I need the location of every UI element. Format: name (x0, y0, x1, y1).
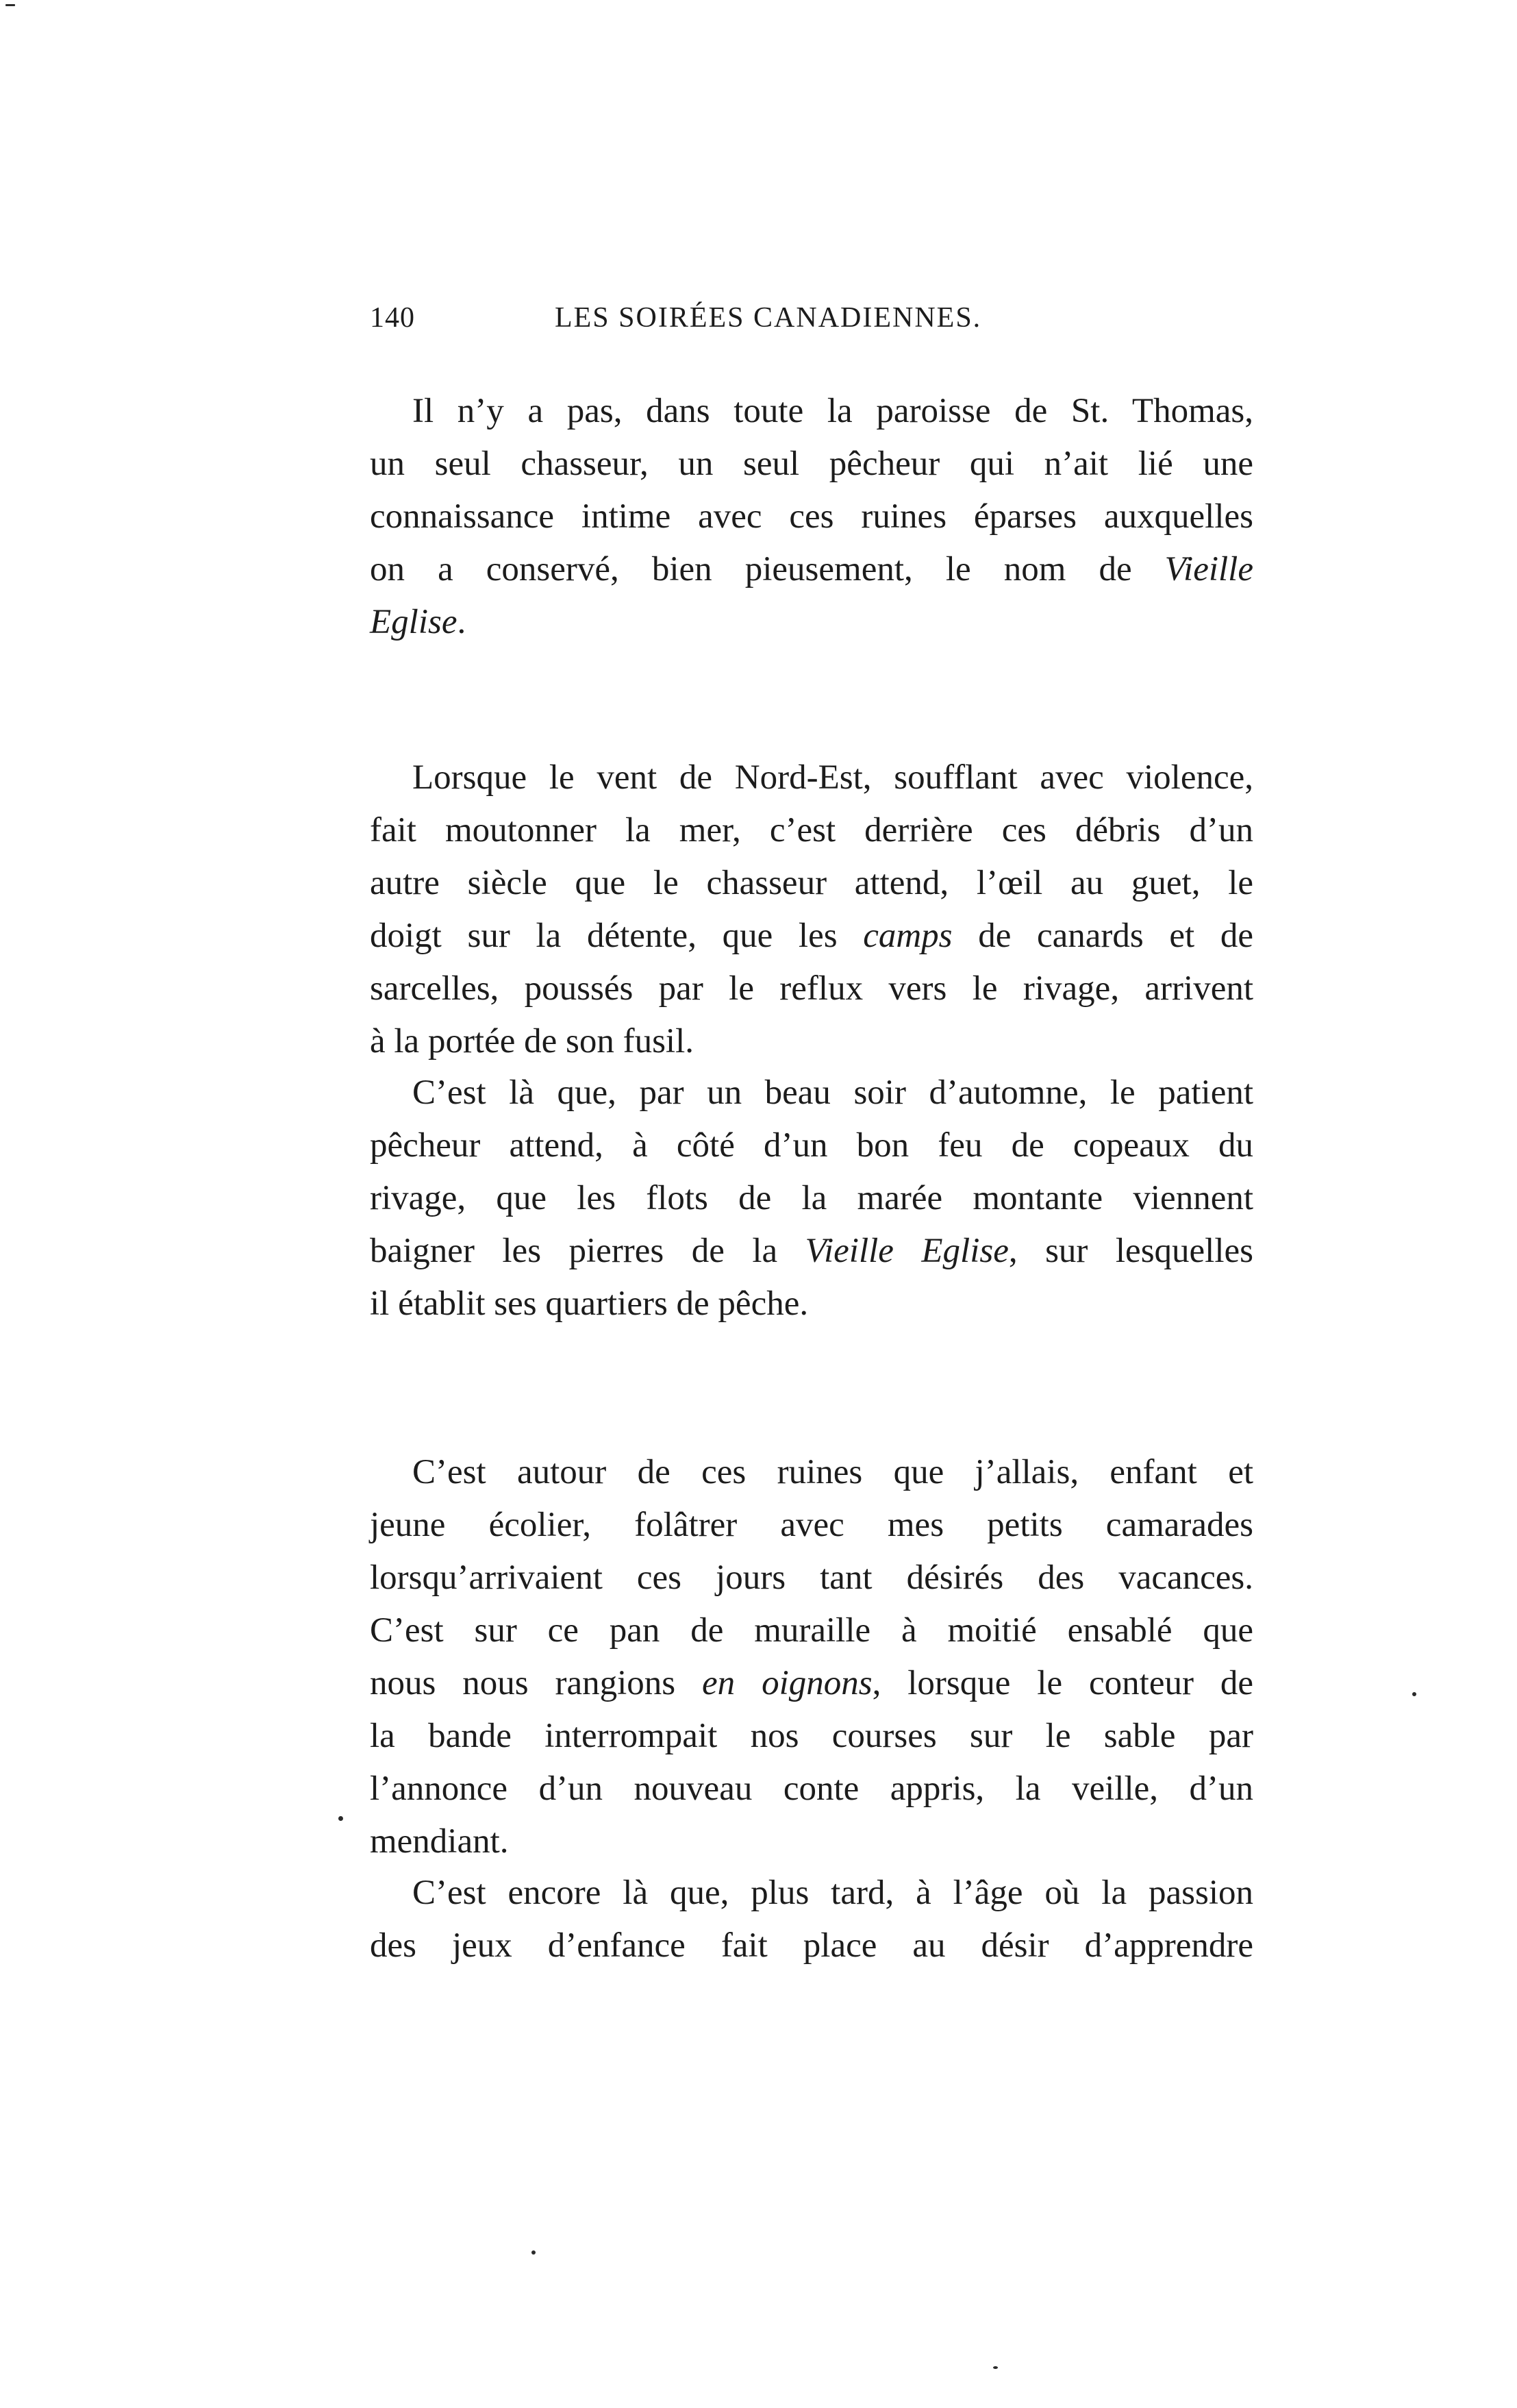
page-number: 140 (370, 302, 415, 334)
text-line: C’est là que, par un beau soir d’automne, le patient (412, 1073, 1253, 1112)
text-line: la bande interrompait nos courses sur le sable par (370, 1717, 1253, 1755)
text-line: Lorsque le vent de Nord-Est, soufflant avec violence, (412, 758, 1253, 797)
text-line: un seul chasseur, un seul pêcheur qui n’ait lié une (370, 445, 1253, 483)
running-head (370, 301, 1267, 349)
text-line: on a conservé, bien pieusement, le nom de Vieille (370, 550, 1253, 588)
text-line: nous nous rangions en oignons, lorsque le conteur de (370, 1664, 1253, 1702)
ink-speck (1412, 1692, 1416, 1696)
text-line: fait moutonner la mer, c’est derrière ces débris d’un (370, 811, 1253, 849)
text-line: doigt sur la détente, que les camps de canards et de (370, 917, 1253, 955)
text-line: connaissance intime avec ces ruines éparses auxquelles (370, 497, 1253, 536)
ink-speck (993, 2366, 998, 2369)
text-line: des jeux d’enfance fait place au désir d’apprendre (370, 1926, 1253, 1965)
ink-speck (338, 1816, 343, 1821)
text-line: C’est sur ce pan de muraille à moitié ensablé que (370, 1611, 1253, 1650)
text-line: autre siècle que le chasseur attend, l’œil au guet, le (370, 864, 1253, 902)
text-line: baigner les pierres de la Vieille Eglise, sur lesquelles (370, 1232, 1253, 1270)
ink-speck (531, 2250, 536, 2255)
paragraph-vieille-eglise (370, 385, 1253, 649)
text-line: il établit ses quartiers de pêche. (370, 1284, 809, 1323)
text-line: C’est autour de ces ruines que j’allais, enfant et (412, 1453, 1253, 1491)
paragraph-enfance (370, 1446, 1253, 1868)
text-line: C’est encore là que, plus tard, à l’âge où la passion (412, 1874, 1253, 1912)
text-line: l’annonce d’un nouveau conte appris, la veille, d’un (370, 1770, 1253, 1808)
paragraph-chasseur (370, 752, 1253, 1068)
paragraph-pecheur (370, 1067, 1253, 1330)
text-line: lorsqu’arrivaient ces jours tant désirés des vacances. (370, 1559, 1253, 1597)
text-line: rivage, que les flots de la marée montante viennent (370, 1179, 1253, 1217)
ink-speck (5, 4, 15, 6)
text-line: jeune écolier, folâtrer avec mes petits camarades (370, 1506, 1253, 1544)
text-line: sarcelles, poussés par le reflux vers le rivage, arrivent (370, 969, 1253, 1008)
text-line: pêcheur attend, à côté d’un bon feu de copeaux du (370, 1126, 1253, 1165)
text-line: à la portée de son fusil. (370, 1022, 694, 1060)
text-line: Il n’y a pas, dans toute la paroisse de St. Thomas, (412, 392, 1253, 430)
running-title: LES SOIRÉES CANADIENNES. (555, 302, 982, 334)
text-line: Eglise. (370, 603, 466, 641)
text-line: mendiant. (370, 1822, 509, 1861)
paragraph-plus-tard (370, 1867, 1253, 1972)
